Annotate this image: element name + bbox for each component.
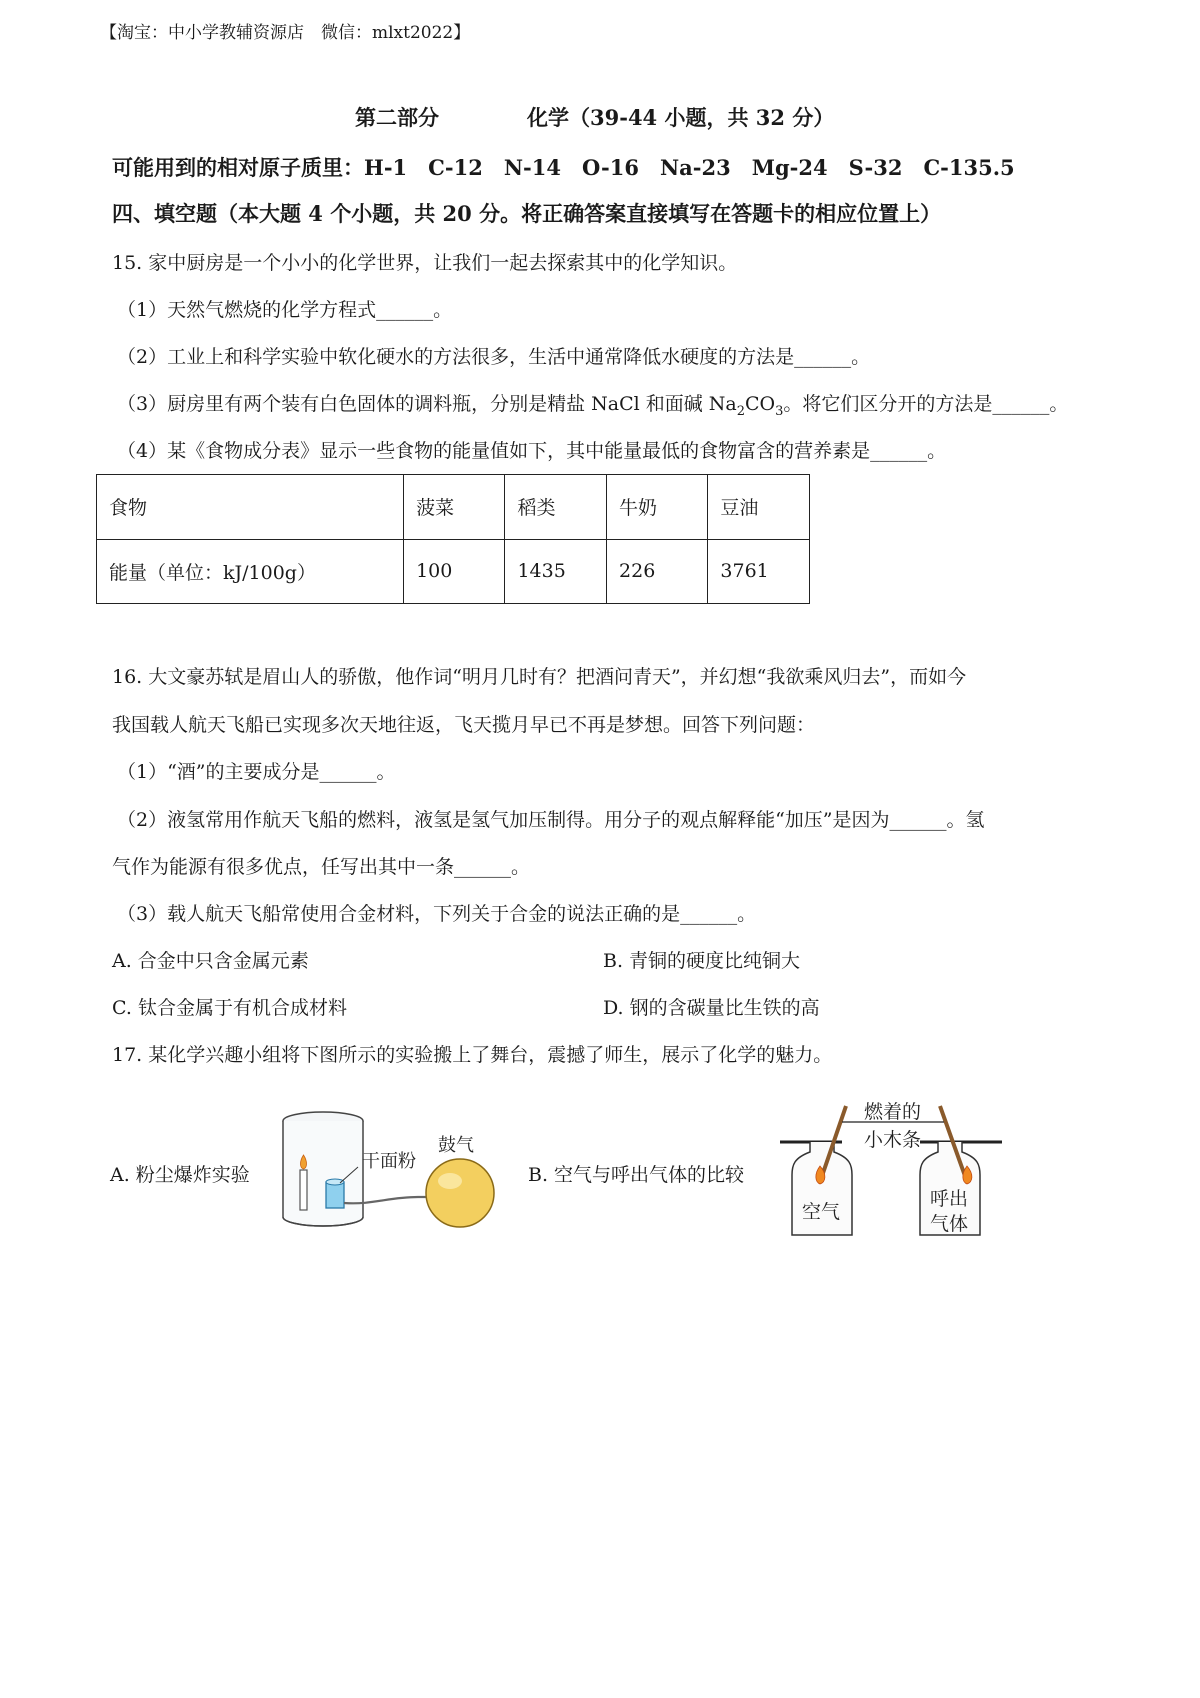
label-air: 空气 [802,1201,841,1223]
caption-a: A. 粉尘爆炸实验 [110,1164,250,1186]
label-stick-2: 小木条 [864,1129,922,1151]
cylinder-icon [283,1112,363,1226]
q15-part4: （4）某《食物成分表》显示一些食物的能量值如下，其中能量最低的食物富含的营养素是______。 [117,440,947,462]
air-bulb-icon [426,1159,494,1227]
option-b: B. 青铜的硬度比纯铜大 [603,950,801,972]
flour-cup-icon [326,1179,344,1208]
table-cell: 3761 [708,539,810,604]
section-title [355,102,834,132]
q16-part3: （3）载人航天飞船常使用合金材料，下列关于合金的说法正确的是______。 [117,903,757,925]
option-d: D. 钢的含碳量比生铁的高 [603,997,820,1019]
q15-part1: （1）天然气燃烧的化学方程式______。 [117,299,453,321]
q15-part3-sub2: 3 [775,403,784,419]
table-cell: 食物 [97,475,404,540]
label-flour: 干面粉 [362,1151,416,1172]
table-cell: 稻类 [505,475,607,540]
food-energy-table [96,474,810,604]
table-cell: 豆油 [708,475,810,540]
label-stick-1: 燃着的 [864,1101,922,1123]
table-header-row [97,475,810,540]
q16-part2-line2: 气作为能源有很多优点，任写出其中一条______。 [112,856,531,878]
dust-explosion-figure [278,1105,518,1235]
table-cell: 菠菜 [404,475,505,540]
q17-stem: 17. 某化学兴趣小组将下图所示的实验搬上了舞台，震撼了师生，展示了化学的魅力。 [112,1044,833,1066]
section-subject: 化学（39-44 小题，共 32 分） [527,105,835,130]
section-part: 第二部分 [355,105,439,130]
candle-icon [300,1155,307,1210]
table-cell: 能量（单位：kJ/100g） [97,539,404,604]
q15-part2: （2）工业上和科学实验中软化硬水的方法很多，生活中通常降低水硬度的方法是______。 [117,346,871,368]
label-pump: 鼓气 [438,1135,474,1156]
option-a: A. 合金中只含金属元素 [112,950,309,972]
option-c: C. 钛合金属于有机合成材料 [112,997,347,1019]
q15-part3-text-a: （3）厨房里有两个装有白色固体的调料瓶，分别是精盐 NaCl 和面碱 Na [117,393,737,415]
q15-part3-text-c: 。将它们区分开的方法是______。 [783,393,1069,415]
q15-stem: 15. 家中厨房是一个小小的化学世界，让我们一起去探索其中的化学知识。 [112,252,738,274]
table-cell: 226 [607,539,708,604]
q15-part3-text-b: CO [745,393,776,415]
q15-part3-sub1: 2 [736,403,746,419]
q16-part2-line1: （2）液氢常用作航天飞船的燃料，液氢是氢气加压制得。用分子的观点解释能“加压”是因为______。氢 [117,809,985,831]
table-cell: 100 [404,539,505,604]
header-line: 【淘宝：中小学教辅资源店 微信：mlxt2022】 [100,23,471,43]
table-row [97,539,810,604]
q16-part1: （1）“酒”的主要成分是______。 [117,761,396,783]
fill-heading: 四、填空题（本大题 4 个小题，共 20 分。将正确答案直接填写在答题卡的相应位置上） [112,201,942,226]
q16-stem-line1: 16. 大文豪苏轼是眉山人的骄傲，他作词“明月几时有？把酒问青天”，并幻想“我欲乘风归去”，而如今 [112,666,967,688]
q16-stem-line2: 我国载人航天飞船已实现多次天地往返，飞天揽月早已不再是梦想。回答下列问题： [112,714,816,736]
table-cell: 1435 [505,539,607,604]
atomic-masses: 可能用到的相对原子质里：H-1 C-12 N-14 O-16 Na-23 Mg-24 S-32 C-135.5 [112,155,1015,180]
label-breath-1: 呼出 [930,1188,969,1210]
breath-comparison-figure [780,1100,1005,1245]
label-breath-2: 气体 [930,1213,969,1235]
caption-b: B. 空气与呼出气体的比较 [528,1164,745,1186]
q15-part3 [117,389,1068,419]
table-cell: 牛奶 [607,475,708,540]
